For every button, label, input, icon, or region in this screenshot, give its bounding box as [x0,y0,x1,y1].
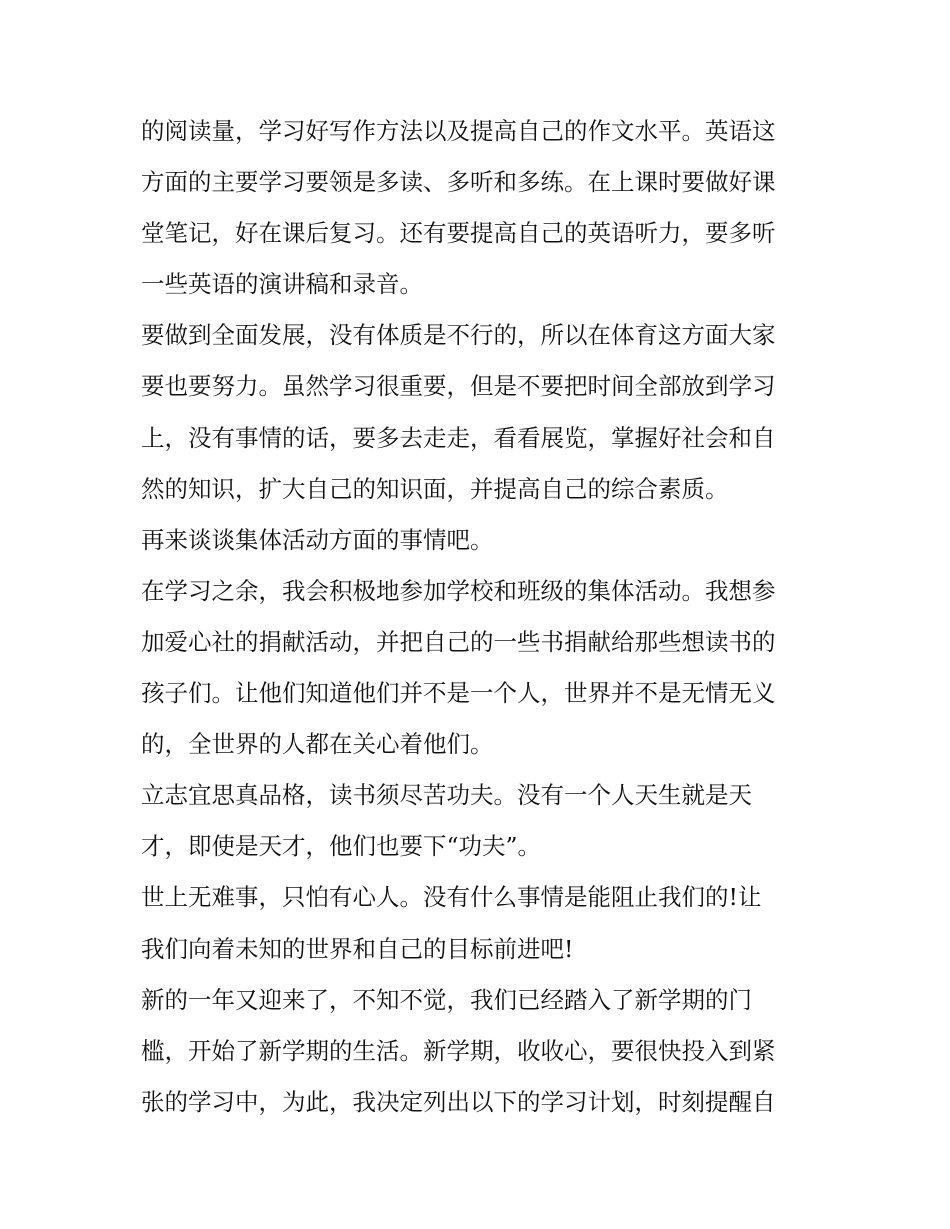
body-text [141,106,821,1128]
text-line-18: 新的一年又迎来了，不知不觉，我们已经踏入了新学期的门 [141,985,752,1014]
text-line-19: 槛，开始了新学期的生活。新学期，收收心，要很快投入到紧 [141,1036,776,1065]
text-line-17: 我们向着未知的世界和自己的目标前进吧! [141,934,574,963]
text-line-15: 才，即使是天才，他们也要下“功夫”。 [141,832,542,861]
text-line-11: 加爱心社的捐献活动，并把自己的一些书捐献给那些想读书的 [141,627,776,656]
text-line-9: 再来谈谈集体活动方面的事情吧。 [141,525,494,554]
text-line-13: 的，全世界的人都在关心着他们。 [141,730,494,759]
text-line-14: 立志宜思真品格，读书须尽苦功夫。没有一个人天生就是天 [141,781,752,810]
text-line-3: 堂笔记，好在课后复习。还有要提高自己的英语听力，要多听 [141,219,776,248]
text-line-2: 方面的主要学习要领是多读、多听和多练。在上课时要做好课 [141,168,776,197]
text-line-8: 然的知识，扩大自己的知识面，并提高自己的综合素质。 [141,474,729,503]
text-line-4: 一些英语的演讲稿和录音。 [141,270,423,299]
text-line-20: 张的学习中，为此，我决定列出以下的学习计划，时刻提醒自 [141,1087,776,1116]
text-line-6: 要也要努力。虽然学习很重要，但是不要把时间全部放到学习 [141,372,776,401]
text-line-5: 要做到全面发展，没有体质是不行的，所以在体育这方面大家 [141,321,776,350]
text-line-1: 的阅读量，学习好写作方法以及提高自己的作文水平。英语这 [141,117,776,145]
text-line-7: 上，没有事情的话，要多去走走，看看展览，掌握好社会和自 [141,423,776,452]
text-line-16: 世上无难事，只怕有心人。没有什么事情是能阻止我们的!让 [141,883,762,912]
text-line-12: 孩子们。让他们知道他们并不是一个人，世界并不是无情无义 [141,679,776,708]
text-line-10: 在学习之余，我会积极地参加学校和班级的集体活动。我想参 [141,576,776,605]
